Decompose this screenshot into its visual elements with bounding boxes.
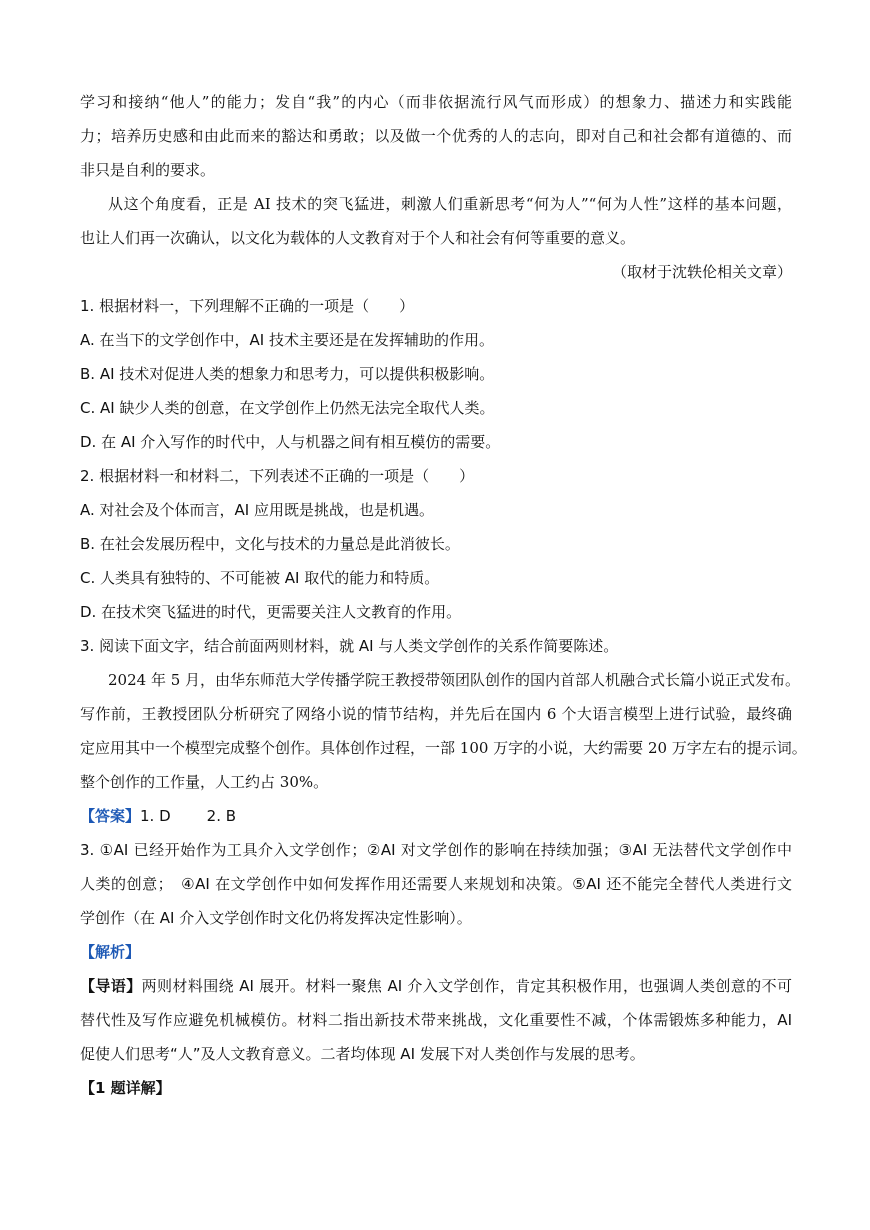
question-3-material-line: 定应用其中一个模型完成整个创作。具体创作过程，一部 100 万字的小说，大约需要 20 万字左右的提示词。 [80,739,807,757]
answer-2: 2. B [206,807,237,825]
guide-text: 两则材料围绕 AI 展开。材料一聚焦 AI 介入文学创作，肯定其积极作用，也强调人类创意的不可 [141,977,792,995]
question-1-option-b: B. AI 技术对促进人类的想象力和思考力，可以提供积极影响。 [80,365,495,383]
detail-label: 【1 题详解】 [80,1079,171,1097]
guide-line: 替代性及写作应避免机械模仿。材料二指出新技术带来挑战，文化重要性不减，个体需锻炼多种能力，AI [80,1011,792,1029]
question-2-option-c: C. 人类具有独特的、不可能被 AI 取代的能力和特质。 [80,569,440,587]
question-3-stem: 3. 阅读下面文字，结合前面两则材料，就 AI 与人类文学创作的关系作简要陈述。 [80,637,619,655]
answer-3-line: 3. ①AI 已经开始作为工具介入文学创作；②AI 对文学创作的影响在持续加强；③AI 无法替代文学创作中 [80,841,792,859]
answer-label: 【答案】 [80,807,141,825]
question-2-option-d: D. 在技术突飞猛进的时代，更需要关注人文教育的作用。 [80,603,462,621]
guide-line [80,976,792,996]
passage-line: 从这个角度看，正是 AI 技术的突飞猛进，刺激人们重新思考“何为人”“何为人性”这样的基本问题， [108,195,792,213]
guide-label: 【导语】 [80,977,142,995]
question-1-option-c: C. AI 缺少人类的创意，在文学创作上仍然无法完全取代人类。 [80,399,495,417]
question-2-option-a: A. 对社会及个体而言，AI 应用既是挑战，也是机遇。 [80,501,434,519]
answer-3-line: 学创作（在 AI 介入文学创作时文化仍将发挥决定性影响）。 [80,909,472,927]
question-1-option-a: A. 在当下的文学创作中，AI 技术主要还是在发挥辅助的作用。 [80,331,494,349]
answer-1: 1. D [140,807,171,825]
analysis-label: 【解析】 [80,943,141,961]
question-1-option-d: D. 在 AI 介入写作的时代中，人与机器之间有相互模仿的需要。 [80,433,501,451]
answer-3-line: 人类的创意； ④AI 在文学创作中如何发挥作用还需要人来规划和决策。⑤AI 还不能完全替代人类进行文 [80,875,792,893]
question-2-option-b: B. 在社会发展历程中，文化与技术的力量总是此消彼长。 [80,535,460,553]
source-citation: （取材于沈轶伦相关文章） [611,263,792,281]
question-3-material-line: 整个创作的工作量，人工约占 30%。 [80,773,329,791]
passage-line: 非只是自利的要求。 [80,161,216,179]
guide-line: 促使人们思考“人”及人文教育意义。二者均体现 AI 发展下对人类创作与发展的思考。 [80,1045,645,1063]
question-3-material-line: 写作前，王教授团队分析研究了网络小说的情节结构，并先后在国内 6 个大语言模型上进行试验，最终确 [80,705,792,723]
question-3-material-line: 2024 年 5 月，由华东师范大学传播学院王教授带领团队创作的国内首部人机融合式长篇小说正式发布。 [108,671,801,689]
passage-line: 也让人们再一次确认，以文化为载体的人文教育对于个人和社会有何等重要的意义。 [80,229,636,247]
passage-line: 力；培养历史感和由此而来的豁达和勇敢；以及做一个优秀的人的志向，即对自己和社会都有道德的、而 [80,127,792,145]
question-1-stem: 1. 根据材料一，下列理解不正确的一项是（ ） [80,297,415,315]
question-2-stem: 2. 根据材料一和材料二，下列表述不正确的一项是（ ） [80,467,475,485]
passage-line: 学习和接纳“他人”的能力；发自“我”的内心（而非依据流行风气而形成）的想象力、描述力和实践能 [80,93,792,111]
answer-line [80,806,792,826]
